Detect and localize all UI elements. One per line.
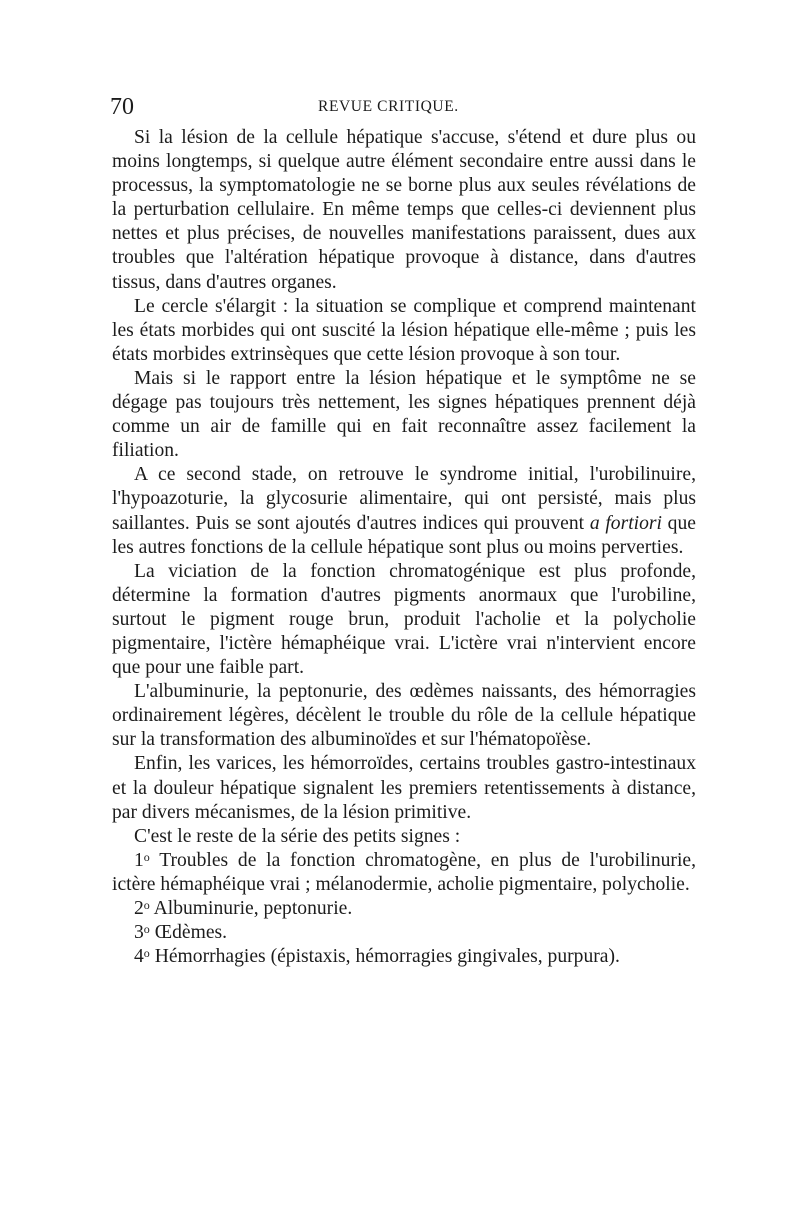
page-header [110, 92, 690, 122]
paragraph-text: que les autres fonctions de la cellule hépatique sont plus ou moins perverties. [112, 512, 696, 558]
paragraph: Mais si le rapport entre la lésion hépatique et le symptôme ne se dégage pas toujours très nettement, les signes hépatiques prennent déjà comme un air de famille qui en fait reconnaître assez facilement la filiation. [112, 367, 696, 462]
paragraph: L'albuminurie, la peptonurie, des œdèmes naissants, des hémorragies ordinairement légères, décèlent le trouble du rôle de la cellule hépatique sur la transformation des albuminoïdes et sur l'hématopoïèse. [112, 681, 696, 751]
list-item [112, 921, 696, 945]
list-number: 2 [134, 898, 144, 919]
ordinal-mark: o [143, 849, 150, 864]
list-number: 1 [134, 849, 144, 871]
paragraph [112, 463, 696, 559]
list-item [112, 849, 696, 897]
list-text: Hémorrhagies (épistaxis, hémorragies gingivales, purpura). [149, 946, 620, 968]
paragraph: Le cercle s'élargit : la situation se complique et comprend maintenant les états morbides qui ont suscité la lésion hépatique elle-même ; puis les états morbides extrinsèques que cette lésion provoque à son tour. [112, 295, 696, 365]
italic-phrase: a fortiori [589, 512, 662, 534]
ordinal-mark: o [143, 946, 150, 961]
paragraph: C'est le reste de la série des petits signes : [134, 825, 461, 847]
ordinal-mark: o [143, 922, 150, 937]
list-item [112, 945, 696, 969]
paragraph-text: A ce second stade, on retrouve le syndrome initial, l'urobilinuire, l'hypoazoturie, la glycosurie alimentaire, qui ont persisté, mais plus saillantes. Puis se sont ajoutés d'autres indices qui prouvent [112, 464, 696, 534]
page-number: 70 [110, 94, 134, 120]
list-number: 3 [134, 922, 144, 944]
list-text: Albuminurie, peptonurie. [149, 898, 353, 919]
paragraph: Si la lésion de la cellule hépatique s'accuse, s'étend et dure plus ou moins longtemps, si quelque autre élément secondaire entre aussi dans le processus, la symptomatologie ne se borne plus aux seules révélations de la perturbation cellulaire. En même temps que celles-ci deviennent plus nettes et plus précises, de nouvelles manifestations paraissent, dues aux troubles que l'altération hépatique provoque à distance, dans d'autres tissus, dans d'autres organes. [112, 127, 696, 293]
list-number: 4 [134, 946, 144, 968]
running-head: REVUE CRITIQUE. [318, 98, 459, 115]
paragraph: Enfin, les varices, les hémorroïdes, certains troubles gastro-intestinaux et la douleur hépatique signalent les premiers retentissements à distance, par divers mécanismes, de la lésion primitive. [112, 753, 696, 823]
list-text: Troubles de la fonction chromatogène, en plus de l'urobilinurie, ictère hémaphéique vrai ; mélanodermie, acholie pigmentaire, polycholie. [112, 849, 696, 895]
list-item [112, 897, 696, 921]
paragraph: La viciation de la fonction chromatogénique est plus profonde, détermine la formation d'autres pigments anormaux que l'urobiline, surtout le pigment rouge brun, produit l'acholie et la polycholie pigmentaire, l'ictère hémaphéique vrai. L'ictère vrai n'intervient encore que pour une faible part. [112, 560, 696, 679]
ordinal-mark: o [143, 898, 150, 912]
body-text [112, 126, 696, 969]
list-text: Œdèmes. [149, 922, 228, 944]
